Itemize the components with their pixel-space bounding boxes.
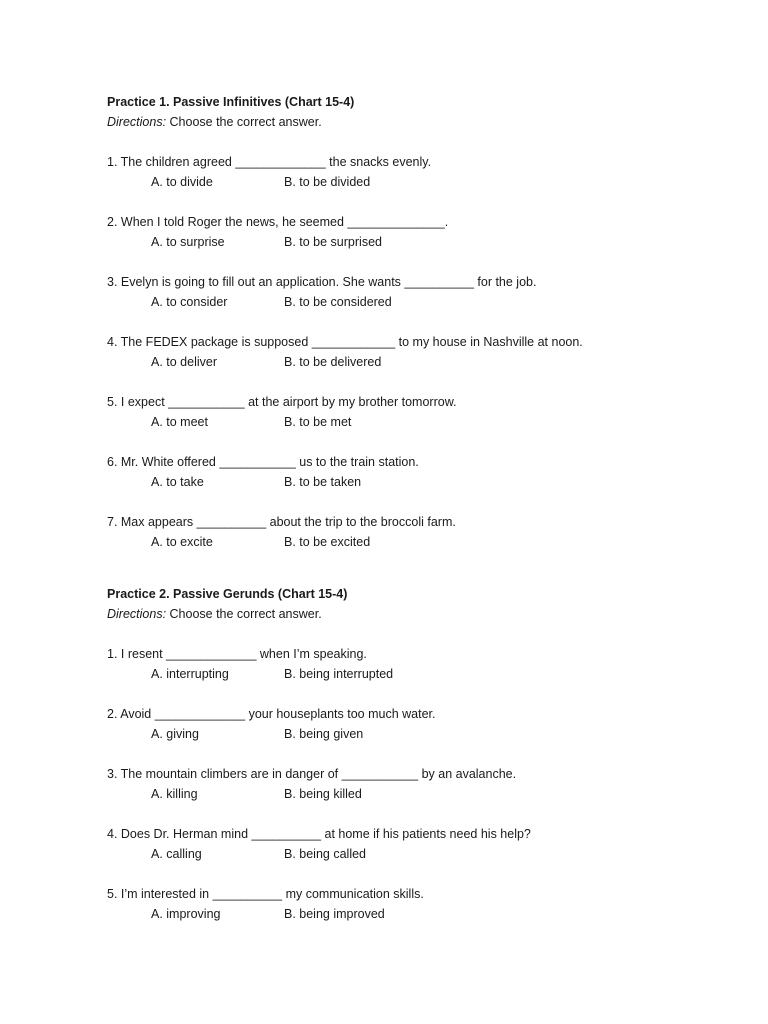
option-a: A. to consider (151, 295, 228, 309)
p2-question-3 (107, 764, 708, 804)
question-text: 1. The children agreed _____________ the snacks evenly. (107, 155, 432, 169)
directions-text: Choose the correct answer. (166, 115, 322, 129)
question-text: 5. I expect ___________ at the airport by my brother tomorrow. (107, 395, 457, 409)
option-b: B. to be surprised (284, 235, 382, 249)
p1-question-6 (107, 452, 708, 492)
option-a: A. to excite (151, 535, 213, 549)
option-a: A. killing (151, 787, 198, 801)
option-b: B. to be met (284, 415, 352, 429)
option-b: B. being killed (284, 787, 362, 801)
question-text: 3. The mountain climbers are in danger of ___________ by an avalanche. (107, 767, 517, 781)
practice-1-section (107, 92, 708, 552)
answer-options (107, 904, 708, 924)
practice-1-directions (107, 112, 708, 132)
option-b: B. being improved (284, 907, 385, 921)
option-a: A. to deliver (151, 355, 218, 369)
question-text: 4. Does Dr. Herman mind __________ at home if his patients need his help? (107, 827, 531, 841)
option-a: A. to divide (151, 175, 213, 189)
p1-question-1 (107, 152, 708, 192)
p2-question-4 (107, 824, 708, 864)
question-text: 4. The FEDEX package is supposed ____________ to my house in Nashville at noon. (107, 335, 583, 349)
practice-1-title: Practice 1. Passive Infinitives (Chart 15-4) (107, 95, 355, 109)
option-a: A. giving (151, 727, 199, 741)
option-a: A. calling (151, 847, 202, 861)
p1-question-4 (107, 332, 708, 372)
option-a: A. interrupting (151, 667, 229, 681)
option-b: B. being interrupted (284, 667, 394, 681)
practice-2-directions (107, 604, 708, 624)
question-text: 6. Mr. White offered ___________ us to the train station. (107, 455, 419, 469)
directions-label: Directions: (107, 607, 167, 621)
option-b: B. to be taken (284, 475, 362, 489)
option-a: A. to surprise (151, 235, 225, 249)
answer-options (107, 784, 708, 804)
answer-options (107, 844, 708, 864)
answer-options (107, 724, 708, 744)
answer-options (107, 412, 708, 432)
p2-question-5 (107, 884, 708, 924)
p2-question-2 (107, 704, 708, 744)
answer-options (107, 352, 708, 372)
question-text: 5. I’m interested in __________ my communication skills. (107, 887, 424, 901)
option-a: A. improving (151, 907, 221, 921)
option-b: B. to be delivered (284, 355, 382, 369)
option-b: B. to be excited (284, 535, 371, 549)
option-b: B. to be considered (284, 295, 392, 309)
option-b: B. being given (284, 727, 364, 741)
option-b: B. to be divided (284, 175, 371, 189)
p1-question-7 (107, 512, 708, 552)
option-a: A. to take (151, 475, 204, 489)
p1-question-2 (107, 212, 708, 252)
answer-options (107, 532, 708, 552)
p2-question-1 (107, 644, 708, 684)
p1-question-5 (107, 392, 708, 432)
option-b: B. being called (284, 847, 367, 861)
question-text: 7. Max appears __________ about the trip to the broccoli farm. (107, 515, 456, 529)
answer-options (107, 472, 708, 492)
p1-question-3 (107, 272, 708, 312)
question-text: 1. I resent _____________ when I’m speaking. (107, 647, 367, 661)
option-a: A. to meet (151, 415, 208, 429)
answer-options (107, 664, 708, 684)
directions-label: Directions: (107, 115, 167, 129)
question-text: 2. When I told Roger the news, he seemed ______________. (107, 215, 449, 229)
answer-options (107, 292, 708, 312)
question-text: 2. Avoid _____________ your houseplants too much water. (107, 707, 436, 721)
directions-text: Choose the correct answer. (166, 607, 322, 621)
question-text: 3. Evelyn is going to fill out an application. She wants __________ for the job. (107, 275, 537, 289)
answer-options (107, 232, 708, 252)
practice-2-title: Practice 2. Passive Gerunds (Chart 15-4) (107, 587, 348, 601)
practice-2-section (107, 584, 708, 924)
answer-options (107, 172, 708, 192)
